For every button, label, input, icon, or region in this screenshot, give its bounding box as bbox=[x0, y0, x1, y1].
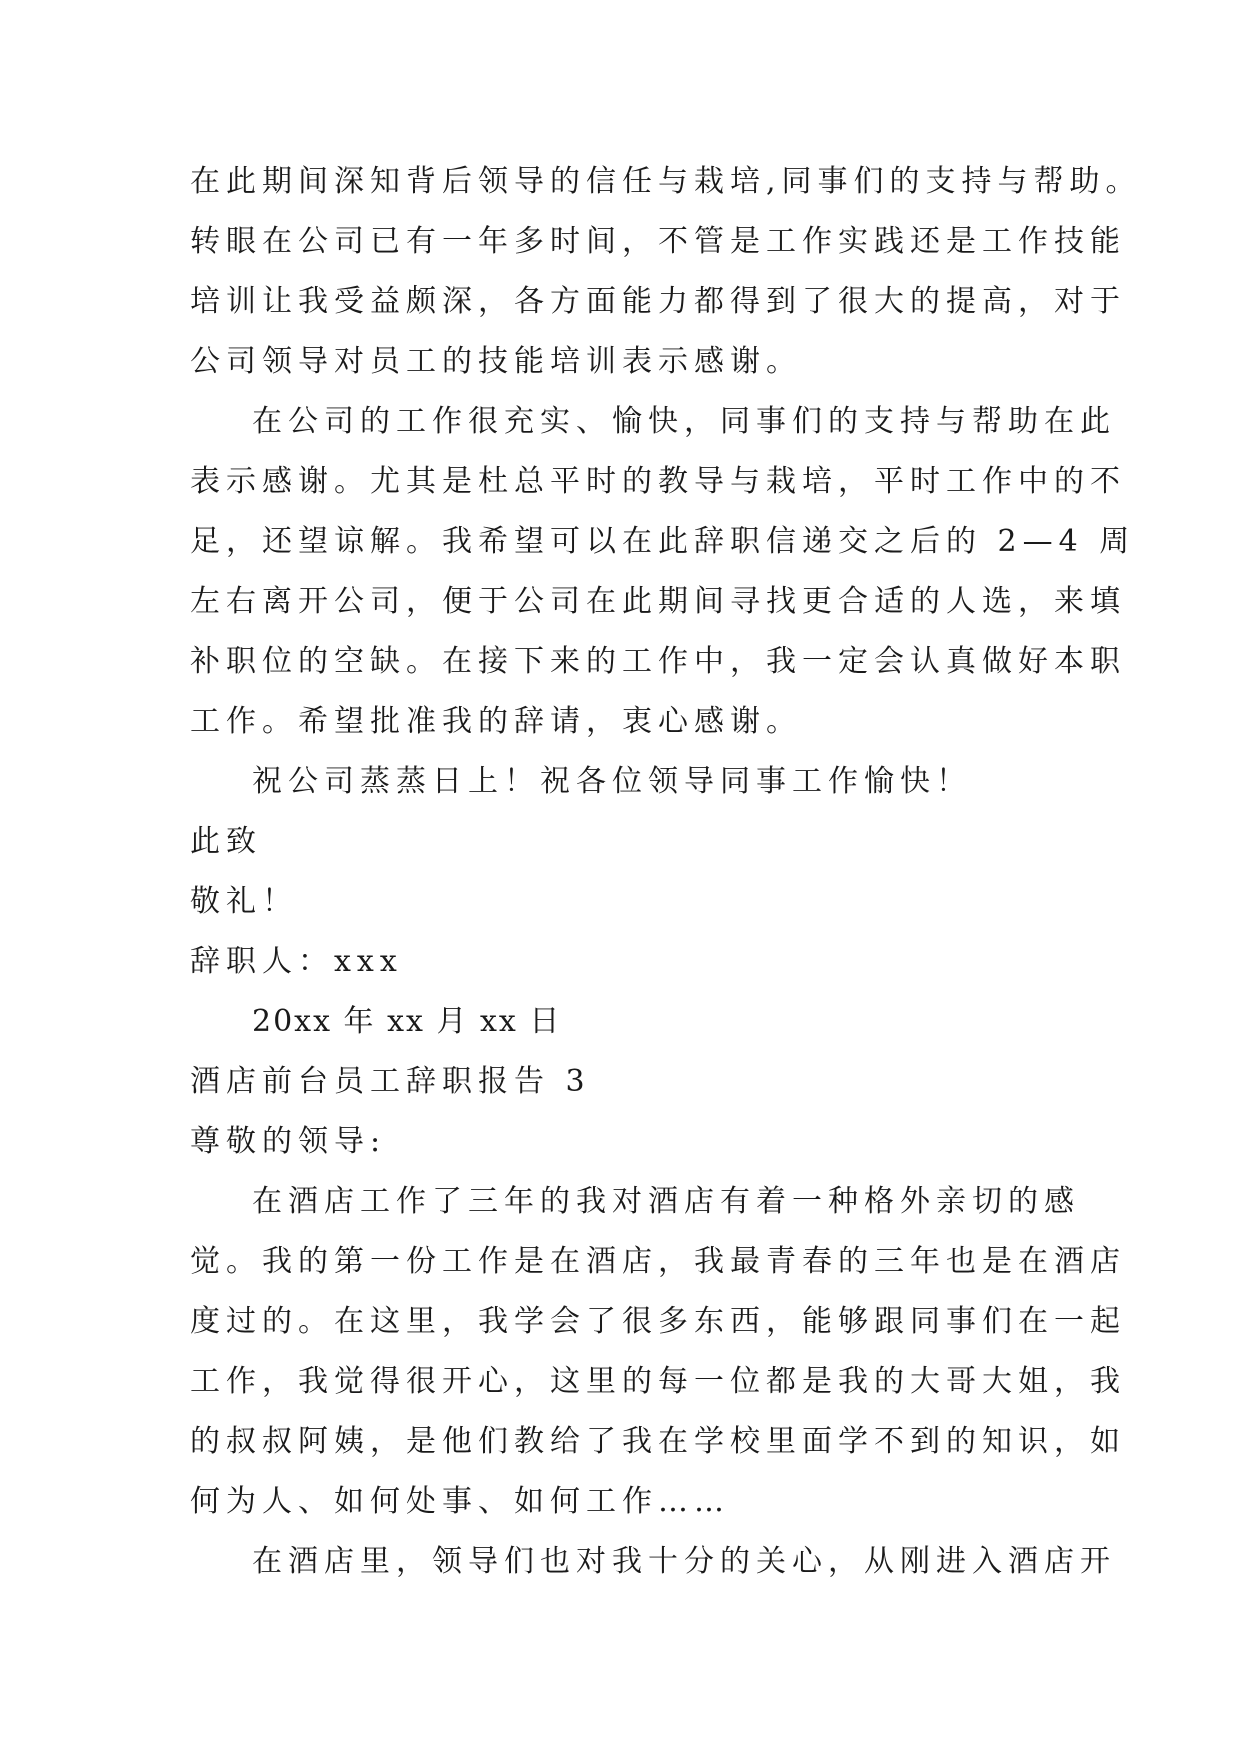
paragraph-line: 觉。我的第一份工作是在酒店，我最青春的三年也是在酒店 bbox=[190, 1244, 1126, 1279]
paragraph-line: 度过的。在这里，我学会了很多东西，能够跟同事们在一起 bbox=[190, 1304, 1126, 1339]
paragraph-line: 在酒店工作了三年的我对酒店有着一种格外亲切的感 bbox=[252, 1184, 1080, 1219]
paragraph-line: 补职位的空缺。在接下来的工作中，我一定会认真做好本职 bbox=[190, 644, 1126, 679]
paragraph-line: 在酒店里，领导们也对我十分的关心，从刚进入酒店开 bbox=[252, 1544, 1116, 1579]
paragraph-line: 何为人、如何处事、如何工作…… bbox=[190, 1484, 730, 1519]
paragraph-line: 工作，我觉得很开心，这里的每一位都是我的大哥大姐，我 bbox=[190, 1364, 1126, 1399]
paragraph-line: 转眼在公司已有一年多时间，不管是工作实践还是工作技能 bbox=[190, 224, 1126, 259]
salutation-cizhi: 此致 bbox=[190, 824, 262, 859]
greeting: 尊敬的领导: bbox=[190, 1124, 387, 1159]
paragraph-line: 足，还望谅解。我希望可以在此辞职信递交之后的 2—4 周 bbox=[190, 524, 1136, 559]
section-title: 酒店前台员工辞职报告 3 bbox=[190, 1064, 591, 1099]
salutation-jingli: 敬礼！ bbox=[190, 884, 298, 919]
signature-date: 20xx 年 xx 月 xx 日 bbox=[252, 1004, 562, 1039]
paragraph-line: 在此期间深知背后领导的信任与栽培,同事们的支持与帮助。 bbox=[190, 164, 1142, 199]
signature-name: 辞职人：xxx bbox=[190, 944, 403, 979]
paragraph-line: 公司领导对员工的技能培训表示感谢。 bbox=[190, 344, 802, 379]
paragraph-line: 在公司的工作很充实、愉快，同事们的支持与帮助在此 bbox=[252, 404, 1116, 439]
paragraph-line: 工作。希望批准我的辞请，衷心感谢。 bbox=[190, 704, 802, 739]
closing-wishes: 祝公司蒸蒸日上！祝各位领导同事工作愉快！ bbox=[252, 764, 972, 799]
paragraph-line: 表示感谢。尤其是杜总平时的教导与栽培，平时工作中的不 bbox=[190, 464, 1126, 499]
paragraph-line: 培训让我受益颇深，各方面能力都得到了很大的提高，对于 bbox=[190, 284, 1126, 319]
paragraph-line: 左右离开公司，便于公司在此期间寻找更合适的人选，来填 bbox=[190, 584, 1126, 619]
paragraph-line: 的叔叔阿姨，是他们教给了我在学校里面学不到的知识，如 bbox=[190, 1424, 1126, 1459]
document-body bbox=[190, 152, 1142, 1592]
